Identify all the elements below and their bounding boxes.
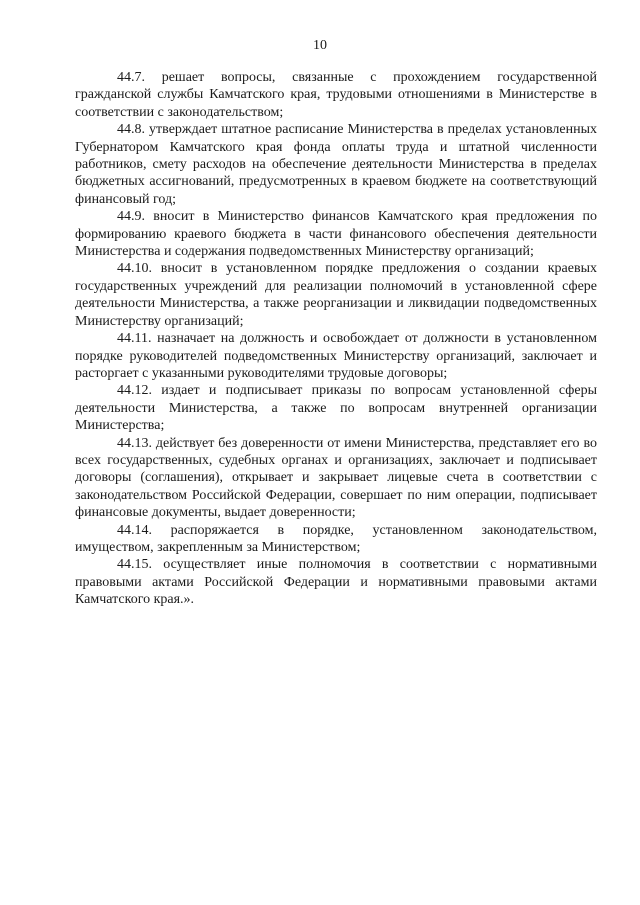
document-body	[75, 69, 597, 609]
paragraph-44-15: 44.15. осуществляет иные полномочия в соответствии с нормативными правовыми актами Российской Федерации и нормативными правовыми актами Камчатского края.».	[75, 557, 597, 608]
paragraph-44-10: 44.10. вносит в установленном порядке предложения о создании краевых государственных учреждений для реализации полномочий в установленной сфере деятельности Министерства, а также реорганизации и ликвидации подведомственных Министерству организаций;	[75, 261, 597, 329]
paragraph-44-11: 44.11. назначает на должность и освобождает от должности в установленном порядке руководителей подведомственных Министерству организаций, заключает и расторгает с указанными руководителями трудовые договоры;	[75, 331, 597, 381]
paragraph-44-8: 44.8. утверждает штатное расписание Министерства в пределах установленных Губернатором Камчатского края фонда оплаты труда и штатной численности работников, смету расходов на обеспечение деятельности Министерства в пределах бюджетных ассигнований, предусмотренных в краевом бюджете на соответствующий финансовый год;	[75, 122, 597, 207]
paragraph-44-14: 44.14. распоряжается в порядке, установленном законодательством, имуществом, закрепленным за Министерством;	[75, 522, 597, 555]
page-number: 10	[313, 38, 327, 53]
paragraph-44-7: 44.7. решает вопросы, связанные с прохождением государственной гражданской службы Камчатского края, трудовыми отношениями в Министерстве в соответствии с законодательством;	[75, 70, 597, 120]
paragraph-44-13: 44.13. действует без доверенности от имени Министерства, представляет его во всех государственных, судебных органах и организациях, заключает и подписывает договоры (соглашения), открывает и закрывает лицевые счета в соответствии с законодательством Российской Федерации, совершает по ним операции, подписывает финансовые документы, выдает доверенности;	[75, 435, 597, 521]
paragraph-44-9: 44.9. вносит в Министерство финансов Камчатского края предложения по формированию краевого бюджета в части финансового обеспечения деятельности Министерства и содержания подведомственных Министерству организаций;	[75, 209, 597, 260]
paragraph-44-12: 44.12. издает и подписывает приказы по вопросам установленной сферы деятельности Министерства, а также по вопросам внутренней организации Министерства;	[75, 383, 597, 434]
